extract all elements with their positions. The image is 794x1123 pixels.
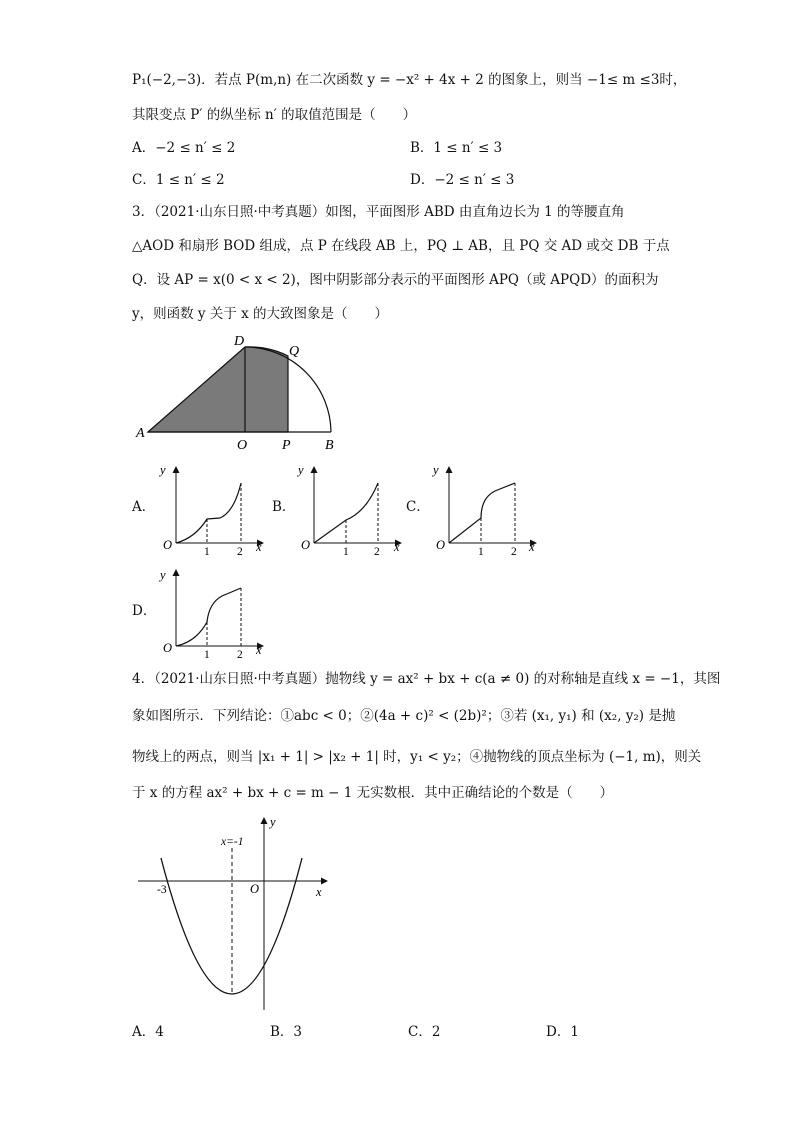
- svg-text:2: 2: [511, 546, 517, 558]
- q4-option-b: B．3: [270, 1024, 303, 1040]
- svg-text:x: x: [256, 643, 262, 657]
- q3-line-4: y，则函数 y 关于 x 的大致图象是（ ）: [132, 306, 389, 322]
- label-a: A: [136, 426, 145, 441]
- q4-line-4: 于 x 的方程 ax² + bx + c = m − 1 无实数根．其中正确结论的个数是（ ）: [132, 785, 614, 801]
- svg-text:x: x: [394, 540, 400, 554]
- q2-line-1: P₁(−2,−3)．若点 P(m,n) 在二次函数 y = −x² + 4x + 2 的图象上，则当 −1≤ m ≤3时，: [132, 72, 687, 88]
- q4-line-1: 4．（2021·山东日照·中考真题）抛物线 y = ax² + bx + c(a ≠ 0) 的对称轴是直线 x = −1，其图: [132, 671, 721, 687]
- label-b: B: [325, 438, 334, 453]
- svg-text:1: 1: [343, 546, 349, 558]
- svg-text:O: O: [436, 538, 446, 552]
- svg-text:1: 1: [478, 546, 484, 558]
- q4-option-a: A．4: [132, 1024, 164, 1040]
- svg-text:x: x: [256, 540, 262, 554]
- svg-text:O: O: [163, 538, 173, 552]
- q3-option-a-label: A．: [132, 499, 156, 515]
- svg-text:2: 2: [374, 546, 380, 558]
- y-label: y: [270, 815, 276, 829]
- svg-text:1: 1: [204, 546, 210, 558]
- svg-text:2: 2: [237, 649, 243, 661]
- svg-text:2: 2: [237, 546, 243, 558]
- svg-text:y: y: [160, 568, 166, 582]
- q4-line-3: 物线上的两点，则当 |x₁ + 1| > |x₂ + 1| 时，y₁ < y₂；④抛物线的顶点坐标为 (−1, m)，则关: [132, 749, 702, 765]
- svg-text:y: y: [433, 463, 439, 477]
- label-p: P: [282, 438, 291, 453]
- label-d: D: [234, 334, 245, 349]
- origin-label: O: [250, 882, 260, 896]
- svg-text:O: O: [301, 538, 311, 552]
- label-q: Q: [289, 344, 300, 359]
- svg-text:x: x: [529, 540, 535, 554]
- x-label: x: [316, 885, 322, 899]
- q4-line-2: 象如图所示．下列结论：①abc < 0；②(4a + c)² < (2b)²；③若 (x₁, y₁) 和 (x₂, y₂) 是抛: [132, 708, 676, 724]
- svg-text:1: 1: [204, 649, 210, 661]
- q2-option-c: C．1 ≤ n′ ≤ 2: [132, 172, 225, 188]
- q2-option-b: B．1 ≤ n′ ≤ 3: [410, 140, 503, 156]
- q2-line-2: 其限变点 P′ 的纵坐标 n′ 的取值范围是（ ）: [132, 107, 417, 123]
- q4-option-c: C．2: [408, 1024, 441, 1040]
- q2-option-d: D．−2 ≤ n′ ≤ 3: [410, 172, 515, 188]
- q3-option-b-label: B．: [272, 499, 296, 515]
- svg-text:O: O: [163, 641, 173, 655]
- q3-option-d-label: D．: [132, 603, 157, 619]
- symmetry-label: x=-1: [221, 836, 244, 848]
- q3-option-c-label: C．: [406, 499, 430, 515]
- q2-option-a: A．−2 ≤ n′ ≤ 2: [132, 140, 236, 156]
- svg-text:y: y: [160, 463, 166, 477]
- q3-line-1: 3．（2021·山东日照·中考真题）如图，平面图形 ABD 由直角边长为 1 的等腰直角: [132, 204, 625, 220]
- root-label: -3: [157, 884, 167, 896]
- q3-line-3: Q．设 AP = x(0 < x < 2)，图中阴影部分表示的平面图形 APQ（或 APQD）的面积为: [132, 272, 659, 288]
- q4-option-d: D．1: [546, 1024, 579, 1040]
- q3-line-2: △AOD 和扇形 BOD 组成，点 P 在线段 AB 上，PQ ⊥ AB，且 PQ 交 AD 或交 DB 于点: [132, 238, 670, 254]
- label-o: O: [237, 438, 248, 453]
- svg-text:y: y: [298, 463, 304, 477]
